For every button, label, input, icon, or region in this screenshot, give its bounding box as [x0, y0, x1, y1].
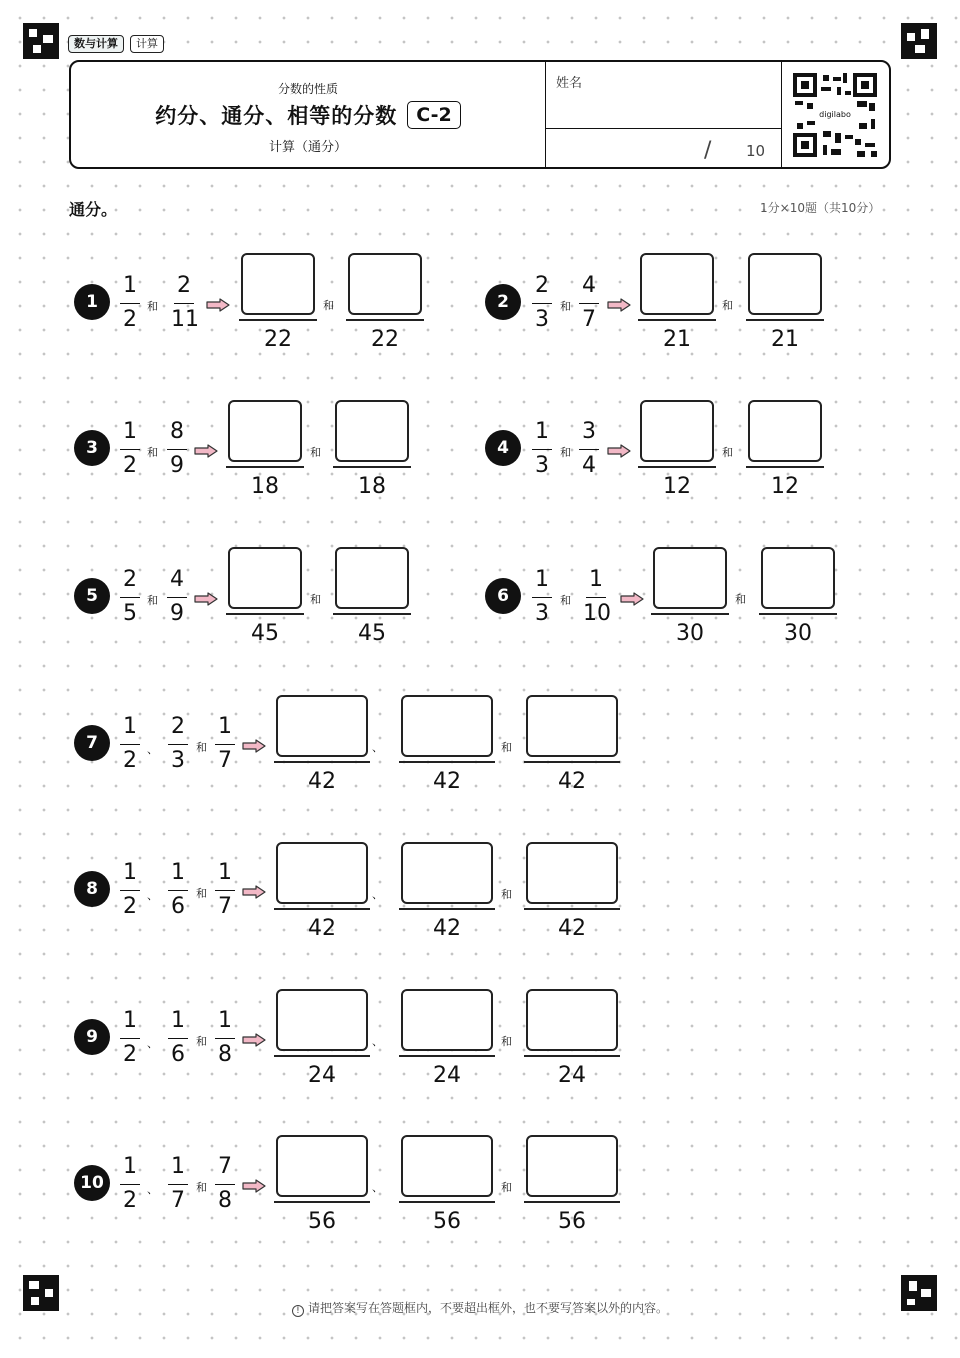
problem-number: 1	[74, 284, 110, 320]
fraction-bar	[532, 303, 552, 304]
fraction	[583, 566, 609, 628]
answer-denominator: 42	[433, 916, 461, 941]
answer-denominator: 42	[308, 769, 336, 794]
fraction	[212, 859, 238, 921]
category-tags	[68, 35, 164, 53]
arrow-right-icon	[194, 443, 218, 457]
footer-text: 请把答案写在答题框内，不要超出框外，也不要写答案以外的内容。	[307, 1301, 668, 1315]
problem-number: 10	[74, 1165, 110, 1201]
fraction-denominator: 3	[535, 601, 549, 626]
answer-fraction-bar	[399, 761, 495, 763]
arrow-right-icon	[242, 884, 266, 898]
answer-fraction-bar	[274, 761, 370, 763]
answer-denominator: 12	[771, 474, 799, 499]
name-score-block	[546, 62, 782, 167]
fraction	[165, 859, 191, 921]
registration-marker-top-right	[901, 23, 937, 59]
fraction-denominator: 2	[123, 894, 137, 919]
separator-comma: 、	[372, 1035, 383, 1048]
problem-number: 6	[485, 578, 521, 614]
fraction-bar	[167, 449, 187, 450]
fraction-numerator: 1	[123, 1154, 137, 1179]
separator-comma: 、	[147, 889, 158, 902]
fraction-denominator: 5	[123, 601, 137, 626]
fraction-denominator: 2	[123, 453, 137, 478]
fraction-numerator: 1	[218, 860, 232, 885]
answer-denominator: 42	[308, 916, 336, 941]
answer-numerator-box[interactable]	[748, 253, 822, 315]
problem-number: 4	[485, 430, 521, 466]
fraction-bar	[120, 1184, 140, 1185]
arrow-right-icon	[206, 297, 230, 311]
fraction-numerator: 1	[123, 1008, 137, 1033]
arrow-right-icon	[620, 591, 644, 605]
answer-fraction-bar	[399, 1055, 495, 1057]
title-row	[71, 100, 545, 130]
separator-and: 和	[323, 299, 334, 312]
fraction-bar	[120, 744, 140, 745]
answer-denominator: 18	[358, 474, 386, 499]
fraction-numerator: 2	[535, 273, 549, 298]
answer-fraction-bar	[524, 761, 620, 763]
fraction-denominator: 9	[170, 453, 184, 478]
qr-label: digilabo	[815, 110, 855, 120]
answer-denominator: 22	[371, 327, 399, 352]
points-info: 1分×10题（共10分）	[760, 201, 881, 215]
separator-and: 和	[501, 741, 512, 754]
separator-comma: 、	[147, 1183, 158, 1196]
score-slash: /	[704, 138, 712, 163]
separator-and: 和	[501, 1035, 512, 1048]
tag-calculation: 计算	[130, 35, 164, 53]
answer-numerator-box[interactable]	[526, 989, 618, 1051]
answer-numerator-box[interactable]	[241, 253, 315, 315]
fraction	[529, 418, 555, 480]
fraction-denominator: 7	[171, 1188, 185, 1213]
fraction-denominator: 6	[171, 1042, 185, 1067]
fraction-bar	[215, 1038, 235, 1039]
fraction-denominator: 7	[218, 894, 232, 919]
answer-denominator: 24	[558, 1063, 586, 1088]
separator-and: 和	[501, 1181, 512, 1194]
fraction-numerator: 1	[171, 1154, 185, 1179]
answer-denominator: 56	[558, 1209, 586, 1234]
fraction	[165, 1153, 191, 1215]
fraction-bar	[168, 890, 188, 891]
fraction-bar	[167, 597, 187, 598]
fraction-bar	[215, 744, 235, 745]
fraction	[529, 566, 555, 628]
answer-numerator-box[interactable]	[748, 400, 822, 462]
answer-fraction-bar	[333, 466, 411, 468]
fraction-bar	[532, 449, 552, 450]
answer-fraction-bar	[274, 1201, 370, 1203]
fraction-numerator: 3	[582, 419, 596, 444]
fraction-bar	[586, 597, 606, 598]
separator-and: 和	[147, 594, 158, 607]
answer-numerator-box[interactable]	[276, 1135, 368, 1197]
answer-fraction-bar	[524, 908, 620, 910]
fraction-numerator: 1	[218, 714, 232, 739]
fraction-bar	[215, 1184, 235, 1185]
fraction	[117, 1007, 143, 1069]
separator-and: 和	[196, 1035, 207, 1048]
arrow-right-icon	[242, 1178, 266, 1192]
fraction-denominator: 2	[123, 1188, 137, 1213]
answer-fraction-bar	[651, 613, 729, 615]
fraction-denominator: 3	[535, 307, 549, 332]
fraction-denominator: 3	[535, 453, 549, 478]
arrow-right-icon	[194, 591, 218, 605]
fraction-numerator: 4	[582, 273, 596, 298]
answer-denominator: 56	[433, 1209, 461, 1234]
answer-denominator: 18	[251, 474, 279, 499]
answer-fraction-bar	[746, 319, 824, 321]
fraction-numerator: 1	[535, 419, 549, 444]
answer-numerator-box[interactable]	[228, 400, 302, 462]
separator-and: 和	[310, 446, 321, 459]
arrow-right-icon	[607, 443, 631, 457]
fraction-bar	[532, 597, 552, 598]
separator-and: 和	[196, 887, 207, 900]
fraction-numerator: 1	[171, 860, 185, 885]
instruction-text: 通分。	[69, 200, 118, 219]
answer-denominator: 22	[264, 327, 292, 352]
fraction-numerator: 1	[123, 419, 137, 444]
fraction	[164, 418, 190, 480]
fraction	[165, 713, 191, 775]
fraction-denominator: 2	[123, 748, 137, 773]
answer-fraction-bar	[274, 1055, 370, 1057]
separator-and: 和	[560, 594, 571, 607]
separator-and: 和	[196, 1181, 207, 1194]
separator-and: 和	[196, 741, 207, 754]
registration-marker-top-left	[23, 23, 59, 59]
separator-and: 和	[310, 593, 321, 606]
fraction-numerator: 1	[123, 714, 137, 739]
fraction-numerator: 1	[123, 860, 137, 885]
fraction	[576, 272, 602, 334]
worksheet-title: 约分、通分、相等的分数	[155, 104, 398, 128]
fraction-denominator: 3	[171, 748, 185, 773]
fraction-bar	[168, 1184, 188, 1185]
answer-numerator-box[interactable]	[348, 253, 422, 315]
worksheet-code: C-2	[407, 101, 461, 129]
problem-number: 8	[74, 871, 110, 907]
fraction-numerator: 2	[177, 273, 191, 298]
answer-fraction-bar	[239, 319, 317, 321]
answer-denominator: 21	[663, 327, 691, 352]
fraction-numerator: 1	[535, 567, 549, 592]
separator-comma: 、	[372, 888, 383, 901]
answer-denominator: 42	[558, 916, 586, 941]
separator-comma: 、	[147, 1037, 158, 1050]
fraction	[529, 272, 555, 334]
fraction-denominator: 6	[171, 894, 185, 919]
answer-fraction-bar	[274, 908, 370, 910]
answer-numerator-box[interactable]	[276, 989, 368, 1051]
answer-numerator-box[interactable]	[640, 400, 714, 462]
separator-and: 和	[501, 888, 512, 901]
fraction	[164, 566, 190, 628]
answer-numerator-box[interactable]	[228, 547, 302, 609]
info-icon: !	[292, 1305, 304, 1317]
separator-comma: 、	[372, 1181, 383, 1194]
answer-numerator-box[interactable]	[401, 989, 493, 1051]
separator-and: 和	[147, 300, 158, 313]
answer-fraction-bar	[346, 319, 424, 321]
answer-numerator-box[interactable]	[401, 1135, 493, 1197]
answer-denominator: 24	[308, 1063, 336, 1088]
qr-code-icon	[793, 73, 877, 157]
fraction-bar	[174, 303, 194, 304]
fraction	[171, 272, 197, 334]
answer-denominator: 42	[558, 769, 586, 794]
problem-number: 3	[74, 430, 110, 466]
unit-subtitle: 分数的性质	[277, 82, 338, 96]
separator-and: 和	[722, 446, 733, 459]
answer-numerator-box[interactable]	[653, 547, 727, 609]
fraction-numerator: 1	[218, 1008, 232, 1033]
answer-denominator: 45	[251, 621, 279, 646]
answer-numerator-box[interactable]	[526, 842, 618, 904]
answer-numerator-box[interactable]	[276, 842, 368, 904]
fraction	[117, 272, 143, 334]
answer-fraction-bar	[226, 466, 304, 468]
separator-and: 和	[147, 446, 158, 459]
fraction-bar	[120, 449, 140, 450]
worksheet-topic: 计算（通分）	[268, 140, 347, 155]
problem-number: 9	[74, 1019, 110, 1055]
fraction	[212, 1153, 238, 1215]
answer-numerator-box[interactable]	[761, 547, 835, 609]
fraction-denominator: 4	[582, 453, 596, 478]
separator-comma: 、	[147, 743, 158, 756]
answer-numerator-box[interactable]	[335, 400, 409, 462]
answer-fraction-bar	[638, 319, 716, 321]
answer-fraction-bar	[399, 908, 495, 910]
arrow-right-icon	[607, 297, 631, 311]
answer-fraction-bar	[524, 1055, 620, 1057]
answer-fraction-bar	[524, 1201, 620, 1203]
title-block	[71, 62, 546, 167]
fraction-numerator: 2	[123, 567, 137, 592]
answer-numerator-box[interactable]	[276, 695, 368, 757]
fraction-denominator: 2	[123, 307, 137, 332]
answer-fraction-bar	[399, 1201, 495, 1203]
separator-and: 和	[560, 446, 571, 459]
answer-fraction-bar	[226, 613, 304, 615]
fraction	[212, 1007, 238, 1069]
answer-denominator: 45	[358, 621, 386, 646]
answer-fraction-bar	[746, 466, 824, 468]
fraction	[212, 713, 238, 775]
fraction-bar	[120, 1038, 140, 1039]
fraction-denominator: 8	[218, 1042, 232, 1067]
answer-denominator: 21	[771, 327, 799, 352]
tag-number-calculation: 数与计算	[68, 35, 124, 53]
fraction-numerator: 4	[170, 567, 184, 592]
answer-numerator-box[interactable]	[335, 547, 409, 609]
fraction-numerator: 8	[170, 419, 184, 444]
problem-number: 5	[74, 578, 110, 614]
answer-denominator: 30	[676, 621, 704, 646]
answer-denominator: 12	[663, 474, 691, 499]
fraction-bar	[120, 303, 140, 304]
fraction-numerator: 7	[218, 1154, 232, 1179]
answer-numerator-box[interactable]	[401, 695, 493, 757]
answer-numerator-box[interactable]	[526, 1135, 618, 1197]
score-divider	[546, 128, 781, 129]
fraction-denominator: 7	[582, 307, 596, 332]
fraction-bar	[579, 303, 599, 304]
answer-denominator: 30	[784, 621, 812, 646]
fraction-bar	[579, 449, 599, 450]
separator-comma: 、	[372, 741, 383, 754]
fraction	[117, 1153, 143, 1215]
fraction-bar	[120, 597, 140, 598]
answer-denominator: 24	[433, 1063, 461, 1088]
fraction-numerator: 2	[171, 714, 185, 739]
answer-fraction-bar	[333, 613, 411, 615]
fraction	[117, 566, 143, 628]
fraction-denominator: 8	[218, 1188, 232, 1213]
fraction-denominator: 11	[171, 307, 199, 332]
answer-numerator-box[interactable]	[526, 695, 618, 757]
answer-fraction-bar	[638, 466, 716, 468]
answer-denominator: 56	[308, 1209, 336, 1234]
fraction-denominator: 9	[170, 601, 184, 626]
fraction	[117, 713, 143, 775]
arrow-right-icon	[242, 738, 266, 752]
worksheet-header	[69, 60, 891, 169]
fraction	[165, 1007, 191, 1069]
score-total: 10	[746, 142, 766, 160]
arrow-right-icon	[242, 1032, 266, 1046]
answer-fraction-bar	[759, 613, 837, 615]
fraction-denominator: 2	[123, 1042, 137, 1067]
fraction-bar	[168, 744, 188, 745]
answer-numerator-box[interactable]	[640, 253, 714, 315]
footer-note	[0, 1299, 960, 1317]
fraction-numerator: 1	[123, 273, 137, 298]
problem-number: 2	[485, 284, 521, 320]
separator-and: 和	[735, 593, 746, 606]
fraction-bar	[215, 890, 235, 891]
separator-and: 和	[722, 299, 733, 312]
fraction-denominator: 7	[218, 748, 232, 773]
fraction-bar	[168, 1038, 188, 1039]
answer-denominator: 42	[433, 769, 461, 794]
fraction-bar	[120, 890, 140, 891]
answer-numerator-box[interactable]	[401, 842, 493, 904]
fraction	[117, 418, 143, 480]
separator-and: 和	[560, 300, 571, 313]
fraction-numerator: 1	[171, 1008, 185, 1033]
name-label: 姓名	[556, 76, 583, 91]
fraction-numerator: 1	[589, 567, 603, 592]
problem-number: 7	[74, 725, 110, 761]
fraction	[576, 418, 602, 480]
fraction-denominator: 10	[583, 601, 611, 626]
fraction	[117, 859, 143, 921]
